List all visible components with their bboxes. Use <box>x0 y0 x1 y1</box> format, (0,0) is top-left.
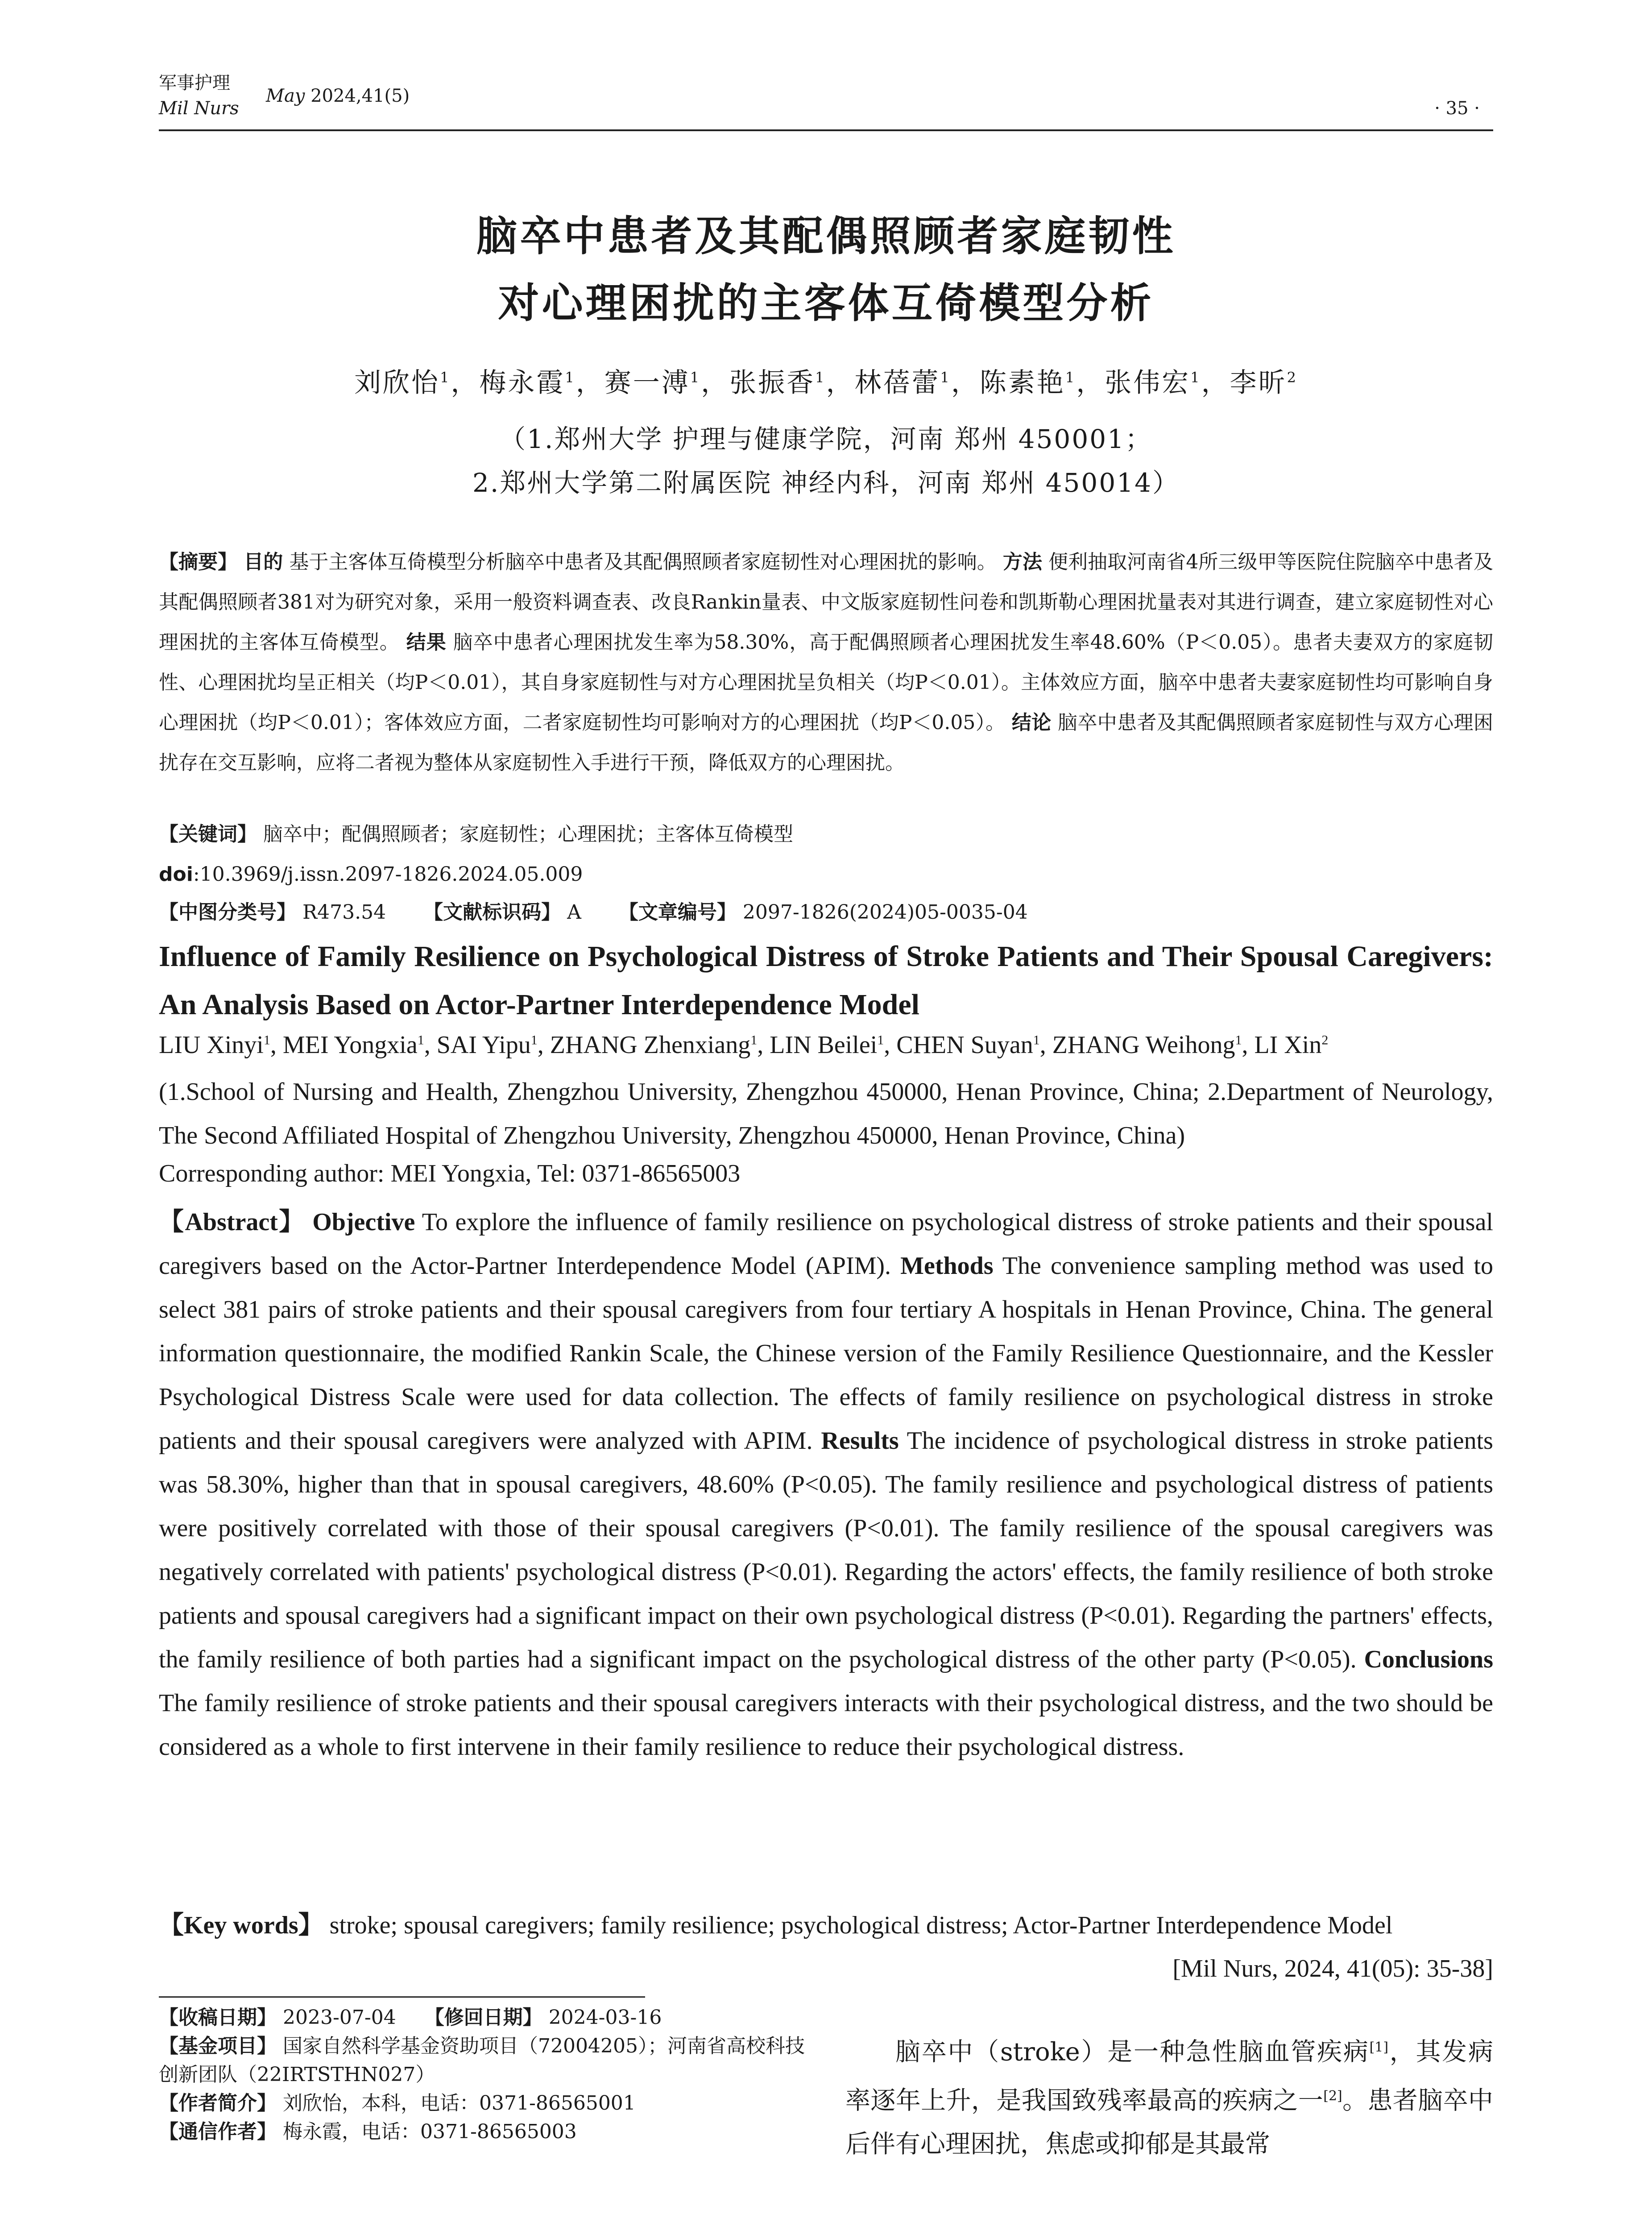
cn-author-name: 张伟宏 <box>1105 367 1191 398</box>
cn-author-affiliation-mark: 1 <box>1065 369 1076 386</box>
issue-month: May <box>266 86 305 106</box>
doc-code-value: A <box>567 901 581 924</box>
results-text: 脑卒中患者心理困扰发生率为58.30%，高于配偶照顾者心理困扰发生率48.60%（P＜0.05）。患者夫妻双方的家庭韧性、心理困扰均呈正相关（均P＜0.01），其自身家庭韧性与对方心理困扰呈负相关（均P＜0.01）。主体效应方面，脑卒中患者夫妻家庭韧性均可影响自身心理困扰（均P＜0.01）；客体效应方面，二者家庭韧性均可影响对方的心理困扰（均P＜0.05）。 <box>159 631 1493 734</box>
author-bio-text: 刘欣怡，本科，电话：0371-86565001 <box>283 2092 636 2115</box>
keywords-label: 【关键词】 <box>159 823 257 846</box>
revised-date: 2024-03-16 <box>548 2006 662 2029</box>
en-author-separator: , <box>537 1031 550 1059</box>
keywords-en-label: 【Key words】 <box>159 1912 323 1939</box>
en-author-separator: , <box>270 1031 283 1059</box>
cn-author-separator: ， <box>951 367 980 398</box>
objective-label: 目的 <box>244 551 283 573</box>
results-en-label: Results <box>821 1427 899 1455</box>
article-title-cn <box>159 203 1493 337</box>
en-author-name: ZHANG Zhenxiang <box>550 1031 751 1059</box>
cn-author-separator: ， <box>1201 367 1230 398</box>
reference-2[interactable]: [2] <box>1323 2088 1342 2104</box>
en-author-affiliation-mark: 1 <box>1033 1033 1040 1048</box>
objective-en-label: Objective <box>312 1208 415 1236</box>
classification-line <box>159 897 1493 928</box>
cn-author-name: 张振香 <box>729 367 816 398</box>
cn-author-affiliation-mark: 1 <box>565 369 576 386</box>
body-text-b: ，其发病率逐年上升，是我国致残率最高的疾病之一 <box>845 2037 1493 2115</box>
journal-name-cn: 军事护理 <box>159 73 230 93</box>
author-bio-label: 【作者简介】 <box>159 2092 277 2115</box>
cn-author-separator: ， <box>701 367 730 398</box>
footnotes <box>159 2003 810 2146</box>
abstract-en <box>159 1200 1493 1769</box>
en-author-affiliation-mark: 1 <box>877 1033 884 1048</box>
methods-label: 方法 <box>1002 551 1042 573</box>
affiliation-line-1: （1.郑州大学 护理与健康学院，河南 郑州 450001； <box>499 424 1153 454</box>
issue-volume: 2024,41(5) <box>311 86 410 106</box>
en-author-affiliation-mark: 1 <box>417 1033 424 1048</box>
cn-author-name: 赛一溥 <box>604 367 690 398</box>
results-label: 结果 <box>406 631 447 654</box>
en-author-affiliation-mark: 1 <box>750 1033 758 1048</box>
en-author-name: MEI Yongxia <box>282 1031 418 1059</box>
cn-author-separator: ， <box>576 367 604 398</box>
article-title-en: Influence of Family Resilience on Psychological Distress of Stroke Patients and Their Spousal Caregivers: An Analysis Based on Actor-Partner Interdependence Model <box>159 940 1493 1021</box>
en-author-affiliation-mark: 1 <box>263 1033 270 1048</box>
article-number-value: 2097-1826(2024)05-0035-04 <box>742 901 1028 924</box>
objective-text: 基于主客体互倚模型分析脑卒中患者及其配偶照顾者家庭韧性对心理困扰的影响。 <box>289 551 997 573</box>
methods-en-label: Methods <box>900 1252 994 1280</box>
abstract-label: 【摘要】 <box>159 551 238 573</box>
dates-line <box>159 2003 810 2032</box>
cn-author-name: 陈素艳 <box>979 367 1065 398</box>
methods-en-text: The convenience sampling method was used to select 381 pairs of stroke patients and their spousal caregivers from four tertiary A hospitals in Henan Province, China. The general information questionnaire, the modified Rankin Scale, the Chinese version of the Family Resilience Questionnaire, and the Kessler Psychological Distress Scale were used for data collection. The effects of family resilience on psychological distress in stroke patients and their spousal caregivers were analyzed with APIM. <box>159 1252 1493 1455</box>
title-line-1: 脑卒中患者及其配偶照顾者家庭韧性 <box>476 212 1176 260</box>
en-author-name: ZHANG Weihong <box>1052 1031 1235 1059</box>
conclusion-label: 结论 <box>1011 711 1052 734</box>
en-author-separator: , <box>884 1031 897 1059</box>
doi-label: doi <box>159 863 193 886</box>
en-author-separator: , <box>1242 1031 1255 1059</box>
en-author-name: SAI Yipu <box>436 1031 531 1059</box>
keywords-en-text: stroke; spousal caregivers; family resilience; psychological distress; Actor-Partner Interdependence Model <box>329 1912 1393 1939</box>
cn-author-affiliation-mark: 1 <box>940 369 951 386</box>
conclusions-en-label: Conclusions <box>1364 1646 1493 1673</box>
running-header <box>159 67 1493 131</box>
affiliations-en: (1.School of Nursing and Health, Zhengzhou University, Zhengzhou 450000, Henan Province, China; 2.Department of Neurology, The Second Affiliated Hospital of Zhengzhou University, Zhengzhou 450000, Henan Province, China) <box>159 1078 1493 1149</box>
doc-code-label: 【文献标识码】 <box>423 901 561 924</box>
page-number: · 35 · <box>1434 98 1480 119</box>
en-author-name: LIN Beilei <box>770 1031 878 1059</box>
affiliations-cn <box>159 417 1493 505</box>
cn-author-name: 刘欣怡 <box>354 367 440 398</box>
cn-author-affiliation-mark: 2 <box>1287 369 1298 386</box>
cn-author-affiliation-mark: 1 <box>440 369 451 386</box>
fund-text: 国家自然科学基金资助项目（72004205）；河南省高校科技创新团队（22IRTSTHN027） <box>159 2035 805 2086</box>
journal-name-en: Mil Nurs <box>159 98 239 119</box>
en-author-separator: , <box>424 1031 437 1059</box>
keywords-text: 脑卒中；配偶照顾者；家庭韧性；心理困扰；主客体互倚模型 <box>263 823 793 846</box>
issue-info <box>266 86 410 106</box>
en-author-name: LI Xin <box>1254 1031 1322 1059</box>
cn-author-name: 李昕 <box>1230 367 1287 398</box>
methods-text: 便利抽取河南省4所三级甲等医院住院脑卒中患者及其配偶照顾者381对为研究对象，采用一般资料调查表、改良Rankin量表、中文版家庭韧性问卷和凯斯勒心理困扰量表对其进行调查，建立家庭韧性对心理困扰的主客体互倚模型。 <box>159 551 1493 654</box>
fund-line <box>159 2032 810 2089</box>
en-author-affiliation-mark: 1 <box>530 1033 538 1048</box>
clc-label: 【中图分类号】 <box>159 901 296 924</box>
cn-author-affiliation-mark: 1 <box>815 369 826 386</box>
cn-author-separator: ， <box>826 367 855 398</box>
en-author-affiliation-mark: 1 <box>1235 1033 1242 1048</box>
footnote-rule <box>159 1996 645 1998</box>
keywords-cn <box>159 819 1493 850</box>
body-text-a: 脑卒中（stroke）是一种急性脑血管疾病 <box>895 2037 1370 2067</box>
cn-author-separator: ， <box>451 367 480 398</box>
cn-author-separator: ， <box>1076 367 1105 398</box>
en-author-name: LIU Xinyi <box>159 1031 264 1059</box>
corresponding-author: Corresponding author: MEI Yongxia, Tel: 0371-86565003 <box>159 1160 741 1187</box>
fund-label: 【基金项目】 <box>159 2035 277 2057</box>
corr-text: 梅永霞，电话：0371-86565003 <box>283 2120 577 2143</box>
corr-label: 【通信作者】 <box>159 2120 277 2143</box>
cn-author-affiliation-mark: 1 <box>690 369 701 386</box>
citation: [Mil Nurs, 2024, 41(05): 35-38] <box>1172 1955 1493 1982</box>
conclusion-text: 脑卒中患者及其配偶照顾者家庭韧性与双方心理困扰存在交互影响，应将二者视为整体从家庭韧性入手进行干预，降低双方的心理困扰。 <box>159 711 1493 774</box>
article-number-label: 【文章编号】 <box>618 901 737 924</box>
results-en-text: The incidence of psychological distress in stroke patients was 58.30%, higher than that in spousal caregivers, 48.60% (P<0.05). The family resilience and psychological distress of patients were positively correlated with those of their spousal caregivers (P<0.01). The family resilience of the spousal caregivers was negatively correlated with patients' psychological distress (P<0.01). Regarding the actors' effects, the family resilience of both stroke patients and spousal caregivers had a significant impact on their own psychological distress (P<0.01). Regarding the partners' effects, the family resilience of both parties had a significant impact on the psychological distress of the other party (P<0.05). <box>159 1427 1493 1673</box>
clc-value: R473.54 <box>302 901 386 924</box>
body-paragraph <box>845 2026 1493 2166</box>
en-author-separator: , <box>1039 1031 1052 1059</box>
cn-author-name: 梅永霞 <box>479 367 565 398</box>
objective-en-text: To explore the influence of family resilience on psychological distress of stroke patients and their spousal caregivers based on the Actor-Partner Interdependence Model (APIM). <box>159 1208 1493 1280</box>
title-line-2: 对心理困扰的主客体互倚模型分析 <box>498 279 1154 327</box>
received-date: 2023-07-04 <box>283 2006 396 2029</box>
corr-line <box>159 2118 810 2146</box>
keywords-en <box>159 1905 1493 1941</box>
abstract-en-label: 【Abstract】 <box>159 1208 305 1236</box>
conclusions-en-text: The family resilience of stroke patients and their spousal caregivers interacts with their psychological distress, and the two should be considered as a whole to first intervene in their family resilience to reduce their psychological distress. <box>159 1689 1493 1761</box>
received-label: 【收稿日期】 <box>159 2006 277 2029</box>
cn-author-name: 林蓓蕾 <box>854 367 940 398</box>
reference-1[interactable]: [1] <box>1369 2040 1389 2055</box>
author-list-cn <box>159 361 1493 400</box>
doi-line <box>159 859 1493 890</box>
affiliation-line-2: 2.郑州大学第二附属医院 神经内科，河南 郑州 450014） <box>472 468 1180 498</box>
cn-author-affiliation-mark: 1 <box>1190 369 1201 386</box>
en-author-separator: , <box>757 1031 770 1059</box>
author-bio-line <box>159 2089 810 2118</box>
revised-label: 【修回日期】 <box>424 2006 542 2029</box>
doi-link[interactable]: :10.3969/j.issn.2097-1826.2024.05.009 <box>193 863 583 886</box>
abstract-cn <box>159 542 1493 783</box>
en-author-name: CHEN Suyan <box>896 1031 1033 1059</box>
en-author-affiliation-mark: 2 <box>1321 1033 1329 1048</box>
author-list-en <box>159 1031 1493 1059</box>
body-text-c: 。患者脑卒中后伴有心理困扰，焦虑或抑郁是其最常 <box>845 2086 1494 2159</box>
